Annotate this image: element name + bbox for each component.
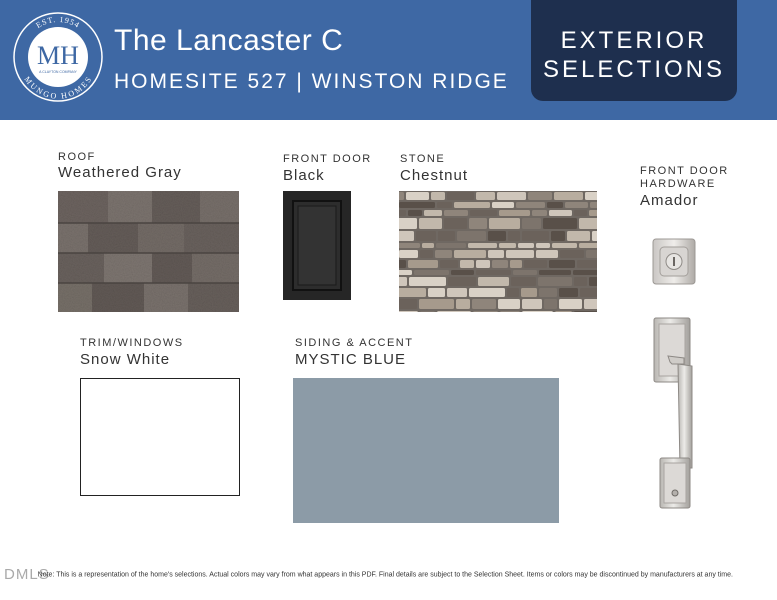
stone-block [539,288,557,297]
logo-est-text: EST. 1954 [34,14,82,30]
stone-block [409,277,446,286]
stone-block [399,311,418,312]
exterior-selections-badge [531,0,737,101]
stone-block [549,210,572,216]
stone-block [579,218,597,229]
roof-shingle-swatch [58,191,239,312]
stone-block [438,231,455,241]
stone-block [399,277,407,286]
badge-line-2: SELECTIONS [542,56,726,83]
logo-brand-text: MUNGO HOMES [22,74,94,101]
stone-block [472,299,496,309]
stone-block [511,277,536,286]
stone-block [551,231,565,241]
stone-block [592,231,597,241]
stone-block [522,299,542,309]
stone-block [451,270,474,275]
stone-block [589,210,597,216]
stone-block [522,311,553,312]
siding-label: SIDING & ACCENT [295,337,414,349]
stone-block [448,277,476,286]
stone-block [399,299,417,309]
stone-block [492,202,514,208]
stone-block [555,311,572,312]
stone-block [408,210,422,216]
stone-block [497,192,526,200]
front-door-swatch [283,191,351,300]
stone-block [399,192,404,200]
stone-block [500,311,520,312]
front-door-label: FRONT DOOR [283,153,372,165]
stone-block [469,288,505,297]
stone-value: Chestnut [400,167,469,184]
stone-block [454,202,490,208]
plan-title: The Lancaster C [114,24,344,57]
mungo-homes-logo [13,12,103,102]
hardware-label-2: HARDWARE [640,178,716,190]
stone-block [414,270,449,275]
stone-block [577,260,597,268]
stone-block [532,210,547,216]
stone-block [420,250,433,258]
stone-block [476,192,495,200]
stone-block [586,250,597,258]
hardware-label-1: FRONT DOOR [640,165,729,177]
stone-block [489,218,520,229]
stone-block [399,288,426,297]
stone-block [590,202,597,208]
stone-block [560,250,584,258]
homesite-subtitle: HOMESITE 527 | WINSTON RIDGE [114,70,509,93]
dmls-watermark: DMLS [4,566,50,583]
stone-block [589,277,597,286]
logo-tagline: A CLAYTON COMPANY [39,70,77,74]
stone-block [522,231,549,241]
stone-block [492,260,508,268]
roof-label: ROOF [58,151,96,163]
stone-block [416,231,436,241]
stone-block [567,231,590,241]
stone-block [399,250,418,258]
stone-block [428,288,445,297]
stone-block [478,277,509,286]
deadbolt-icon [652,238,696,285]
stone-block [518,243,534,248]
stone-block [488,250,504,258]
stone-block [538,277,572,286]
stone-block [399,270,412,275]
stone-block [437,202,452,208]
roof-value: Weathered Gray [58,164,182,181]
stone-block [454,250,486,258]
stone-block [524,260,547,268]
stone-block [444,210,468,216]
stone-block [549,260,575,268]
stone-label: STONE [400,153,446,165]
stone-block [488,231,506,241]
stone-block [419,218,442,229]
handleset-icon [648,316,700,510]
stone-block [399,202,435,208]
stone-block [585,192,597,200]
stone-block [539,270,571,275]
stone-block [470,210,497,216]
stone-block [554,192,583,200]
stone-block [460,260,474,268]
stone-block [536,250,558,258]
stone-block [573,270,597,275]
stone-block [406,192,429,200]
stone-block [436,243,466,248]
stone-block [431,192,445,200]
stone-block [399,218,417,229]
stone-block [559,288,578,297]
stone-block [476,270,511,275]
stone-block [543,218,577,229]
stone-block [399,210,406,216]
trim-value: Snow White [80,351,171,368]
stone-block [536,243,550,248]
stone-block [419,299,454,309]
stone-block [565,202,588,208]
stone-block [516,202,545,208]
stone-block [473,311,498,312]
siding-value: MYSTIC BLUE [295,351,407,368]
stone-block [457,231,486,241]
stone-block [521,288,537,297]
stone-block [468,243,497,248]
stone-block [408,260,438,268]
stone-block [552,243,577,248]
logo-initials: MH [37,41,79,70]
badge-line-1: EXTERIOR [560,27,708,54]
front-door-value: Black [283,167,325,184]
stone-block [579,243,597,248]
stone-block [547,202,563,208]
stone-block [399,243,420,248]
stone-block [424,210,442,216]
stone-block [499,243,516,248]
stone-block [447,192,474,200]
disclaimer-text: Note: This is a representation of the home's selections. Actual colors may vary from what appears in this PDF. Final details are subject to the Selection Sheet. Items or colors may be discontinued by manufacturers at any time. [37,571,733,579]
stone-block [506,250,534,258]
stone-block [584,299,597,309]
header-banner [0,0,777,120]
stone-block [574,210,587,216]
stone-block [476,260,490,268]
stone-block [444,218,467,229]
stone-block [447,288,467,297]
stone-block [574,277,587,286]
stone-block [544,299,557,309]
stone-block [422,243,434,248]
stone-block [510,260,522,268]
stone-block [522,218,541,229]
stone-block [437,311,471,312]
stone-block [499,210,530,216]
stone-block [420,311,435,312]
stone-swatch [399,191,597,312]
siding-swatch [293,378,559,523]
trim-swatch [80,378,240,496]
footer-note [4,566,733,583]
stone-block [469,218,487,229]
trim-label: TRIM/WINDOWS [80,337,184,349]
stone-block [508,231,520,241]
stone-block [528,192,552,200]
stone-block [456,299,470,309]
stone-block [513,270,537,275]
stone-block [440,260,458,268]
stone-block [580,288,597,297]
stone-block [498,299,520,309]
stone-block [399,231,414,241]
stone-block [399,260,406,268]
stone-block [507,288,519,297]
stone-block [435,250,452,258]
hardware-value: Amador [640,192,699,209]
stone-block [559,299,582,309]
stone-block [574,311,597,312]
